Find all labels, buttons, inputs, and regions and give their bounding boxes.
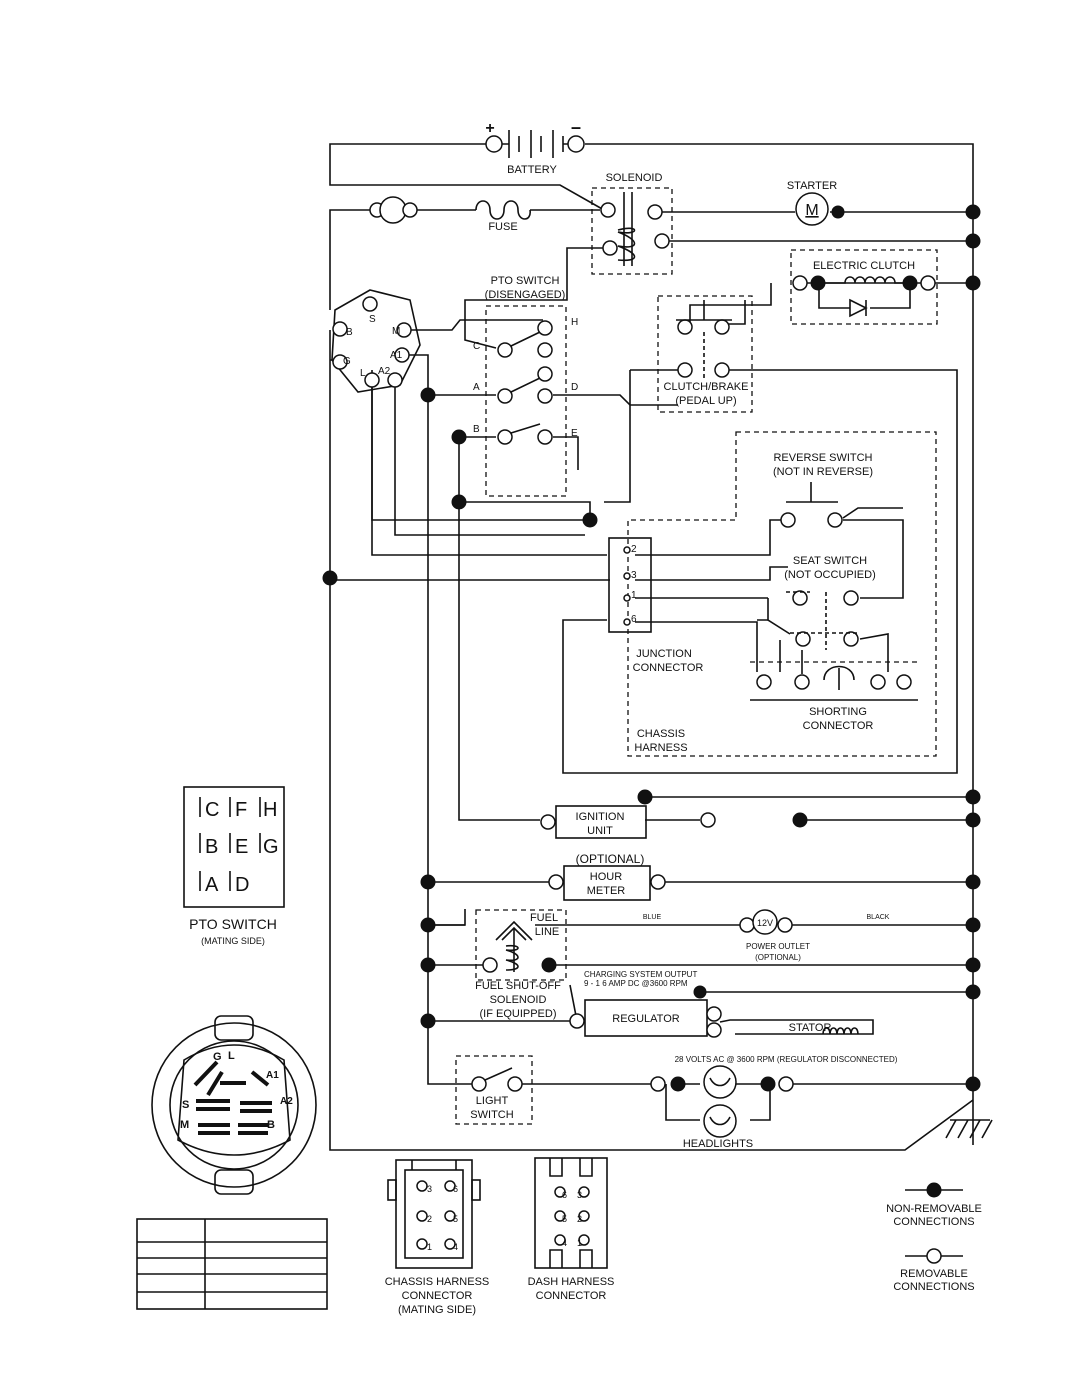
junction-connector-label-1: JUNCTION [636,648,692,660]
pto-mating-label-2: (MATING SIDE) [201,936,265,946]
pto-terminal-f: F [235,799,248,821]
headlights [651,1066,793,1137]
plug-pin-s: S [182,1099,190,1111]
pto-terminal-c: C [205,799,220,821]
ignition-plug-face [152,1016,316,1194]
dash-pin-5: 5 [562,1214,568,1224]
fuse-label: FUSE [488,221,518,233]
hour-meter-label-1: HOUR [589,871,623,883]
solenoid-label: SOLENOID [605,172,663,184]
switch-pin-b: B [346,327,353,338]
regulator [570,986,721,1037]
wire-color-black: BLACK [866,914,890,921]
ground-symbol [946,1120,992,1138]
plug-pin-a1: A1 [266,1070,279,1081]
fuel-solenoid-label-1: FUEL SHUT-OFF [475,980,561,992]
switch-pin-a2: A2 [378,366,391,377]
optional-label: (OPTIONAL) [575,852,645,866]
legend-nonremovable-2: CONNECTIONS [893,1216,975,1228]
chassis-pin-6: 6 [453,1184,459,1194]
chassis-connector-label-2: CONNECTOR [401,1290,473,1302]
junction-connector-label-2: CONNECTOR [632,662,704,674]
dash-harness-connector [535,1158,607,1268]
chassis-pin-3: 3 [427,1184,433,1194]
svg-text:+: + [485,120,495,137]
battery-symbol [485,117,584,158]
clutch-brake-label: CLUTCH/BRAKE [663,381,749,393]
pto-terminal-d: D [235,874,250,896]
charging-output-label-2: 9 - 1 6 AMP DC @3600 RPM [584,979,688,988]
regulator-label: REGULATOR [612,1013,680,1025]
starter-motor [796,193,844,225]
plug-pin-a2: A2 [280,1096,293,1107]
pto-pin-d: D [571,382,579,393]
solenoid-symbol [592,188,672,274]
dash-connector-label-2: CONNECTOR [535,1290,607,1302]
pto-terminal-e: E [235,836,249,858]
chassis-pin-5: 5 [453,1214,459,1224]
dash-pin-2: 2 [577,1214,583,1224]
seat-switch-label: SEAT SWITCH [792,555,868,567]
light-switch-label-2: SWITCH [470,1109,514,1121]
fuel-solenoid-label-3: (IF EQUIPPED) [479,1008,557,1020]
electric-clutch-label: ELECTRIC CLUTCH [812,260,916,272]
legend-nonremovable-1: NON-REMOVABLE [886,1203,982,1215]
switch-pin-l: L [360,368,366,379]
shorting-connector-label-2: CONNECTOR [802,720,874,732]
dash-connector-label-1: DASH HARNESS [527,1276,615,1288]
pto-pin-e: E [571,428,578,439]
junction-pin-3: 3 [631,570,637,581]
pto-switch-label: PTO SWITCH [490,275,560,287]
wires [330,144,973,1150]
reverse-switch-state: (NOT IN REVERSE) [772,466,874,478]
fuel-solenoid-label-2: SOLENOID [489,994,547,1006]
pto-mating-label-1: PTO SWITCH [189,916,277,932]
plug-pin-m: M [180,1119,190,1131]
battery-label: BATTERY [507,164,557,176]
dash-pin-3: 3 [577,1190,583,1200]
outlet-voltage: 12V [756,918,774,928]
legend-removable-1: REMOVABLE [900,1268,968,1280]
pto-pin-a: A [473,382,480,393]
seat-switch-state: (NOT OCCUPIED) [784,569,876,581]
pto-switch-state: (DISENGAGED) [484,289,566,301]
switch-pin-a1: A1 [390,350,403,361]
plug-pin-b: B [267,1119,275,1131]
light-switch-label-1: LIGHT [475,1095,509,1107]
chassis-harness-box [609,432,936,756]
pto-terminal-h: H [263,799,278,821]
ignition-unit-label-1: IGNITION [575,811,625,823]
legend-removable-2: CONNECTIONS [893,1281,975,1293]
pto-mating-diagram [184,787,284,907]
switch-pin-m: M [392,326,401,337]
power-outlet-label-2: (OPTIONAL) [755,953,801,962]
pto-pin-c: C [473,341,481,352]
wire-color-table [137,1219,327,1309]
dash-pin-6: 6 [562,1190,568,1200]
seat-switch [757,591,888,672]
wire-color-blue: BLUE [642,914,662,921]
svg-text:–: – [570,117,582,137]
starter-label: STARTER [786,180,838,192]
pto-terminal-b: B [205,836,219,858]
chassis-connector-label-1: CHASSIS HARNESS [384,1276,490,1288]
fuel-line-label-2: LINE [534,926,560,938]
plug-pin-g: G [213,1051,222,1063]
headlights-label: HEADLIGHTS [682,1138,754,1150]
stator-label: STATOR [788,1022,832,1034]
ignition-unit-label-2: UNIT [587,825,613,837]
reverse-switch-label: REVERSE SWITCH [773,452,873,464]
dash-pin-1: 1 [577,1238,583,1248]
power-outlet-label-1: POWER OUTLET [745,942,811,951]
chassis-pin-1: 1 [427,1242,433,1252]
pto-terminal-g: G [263,836,279,858]
pto-switch-symbol [473,306,578,496]
chassis-connector-label-3: (MATING SIDE) [397,1304,477,1316]
fuel-line-label-1: FUEL [529,912,559,924]
junction-pin-1: 1 [631,590,637,601]
dash-pin-4: 4 [562,1238,568,1248]
junction-pin-6: 6 [631,614,637,625]
hour-meter-label-2: METER [586,885,626,897]
junction-pin-2: 2 [631,544,637,555]
motor-label: M [805,202,819,219]
shorting-connector [750,640,920,700]
shorting-connector-label-1: SHORTING [809,706,867,718]
pto-terminal-a: A [205,874,219,896]
regulator-voltage-note: 28 VOLTS AC @ 3600 RPM (REGULATOR DISCONNECTED) [674,1055,898,1064]
switch-pin-g: G [343,356,351,367]
chassis-harness-connector [388,1160,480,1268]
clutch-brake-state: (PEDAL UP) [675,395,737,407]
pto-pin-b: B [473,424,480,435]
chassis-harness-label-1: CHASSIS [636,728,686,740]
pto-terminals [200,797,279,896]
chassis-pin-4: 4 [453,1242,459,1252]
pto-pin-h: H [571,317,579,328]
ignition-unit [541,806,715,838]
chassis-pin-2: 2 [427,1214,433,1224]
switch-pin-s: S [369,314,376,325]
chassis-harness-label-2: HARNESS [634,742,688,754]
ignition-switch [332,290,420,392]
charging-output-label-1: CHARGING SYSTEM OUTPUT [584,970,698,979]
plug-pin-l: L [228,1050,235,1062]
